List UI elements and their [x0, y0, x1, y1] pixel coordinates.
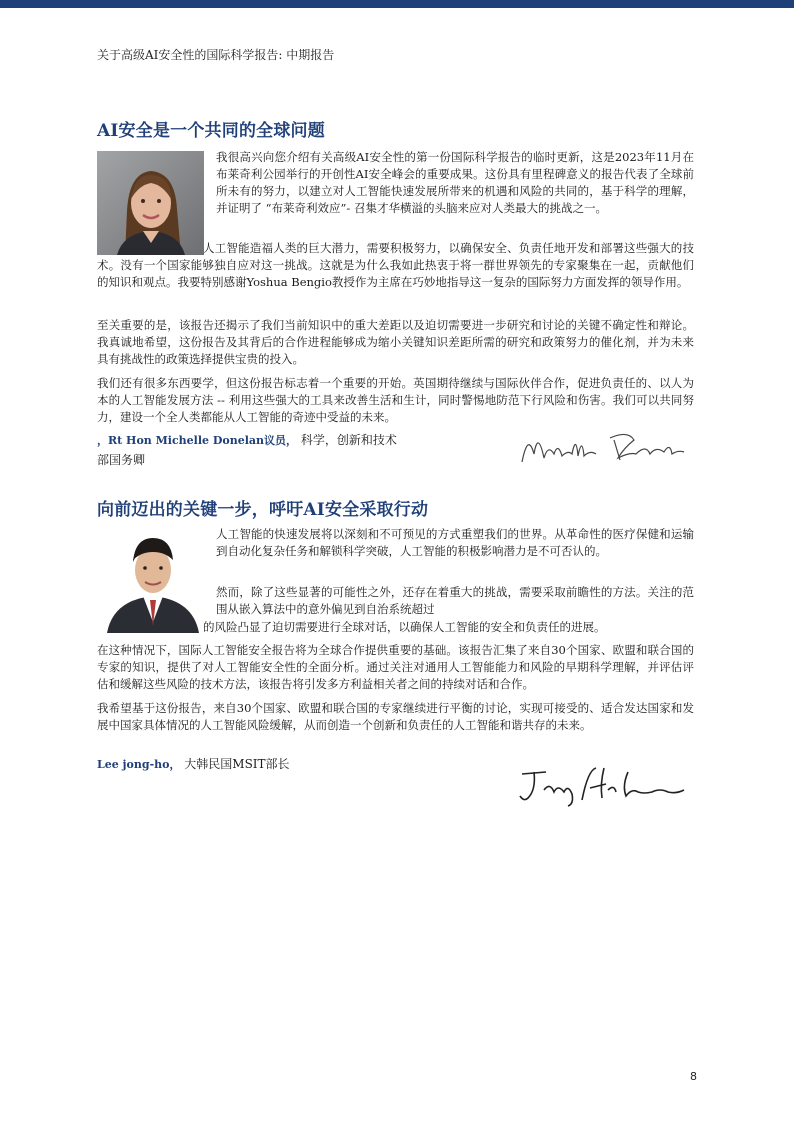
signature-michelle-icon	[518, 424, 688, 472]
paragraph: 我们还有很多东西要学，但这份报告标志着一个重要的开始。英国期待继续与国际伙伴合作，促进负责任的、以人为本的人工智能发展方法 -- 利用这些强大的工具来改善生活和生计，同时警惕地防范下行风险和伤害。我们可以共同努力，建设一个全人类都能从人工智能的奇迹中受益的未来。	[97, 376, 694, 424]
paragraph: 至关重要的是，该报告还揭示了我们当前知识中的重大差距以及迫切需要进一步研究和讨论的关键不确定性和辩论。我真诚地希望，这份报告及其背后的合作进程能够成为缩小关键知识差距所需的研究和政策努力的催化剂，并为未来具有挑战性的政策选择提供宝贵的投入。	[97, 318, 694, 366]
page-number: 8	[690, 1070, 697, 1083]
section-title-global-issue: AI安全是一个共同的全球问题	[97, 121, 325, 141]
signatory-role: 科学，创新和技术	[300, 433, 397, 447]
signature-lee-icon	[518, 764, 688, 812]
signatory-role: 大韩民国MSIT部长	[184, 757, 290, 771]
section-title-call-to-action: 向前迈出的关键一步，呼吁AI安全采取行动	[97, 500, 429, 520]
paragraph: 人工智能的快速发展将以深刻和不可预见的方式重塑我们的世界。从革命性的医疗保健和运输到自动化复杂任务和解锁科学突破，人工智能的积极影响潜力是不可否认的。	[216, 527, 694, 558]
paragraph: 我希望基于这份报告，来自30个国家、欧盟和联合国的专家继续进行平衡的讨论，实现可接受的、适合发达国家和发展中国家具体情况的人工智能风险缓解，从而创造一个创新和负责任的人工智能和谐共存的未来。	[97, 701, 694, 732]
portrait-man-icon	[97, 526, 204, 633]
running-header: 关于高级AI安全性的国际科学报告: 中期报告	[97, 48, 335, 62]
signatory-line	[97, 756, 290, 773]
paragraph: 的风险凸显了迫切需要进行全球对话，以确保人工智能的安全和负责任的进展。	[203, 620, 606, 634]
signatory-name: Lee jong-ho，	[97, 758, 181, 771]
paragraph: 在这种情况下，国际人工智能安全报告将为全球合作提供重要的基础。该报告汇集了来自30个国家、欧盟和联合国的专家的知识，提供了对人工智能安全性的全面分析。通过关注对通用人工智能能力和风险的早期科学理解，并评估评估和缓解这些风险的技术方法，该报告将引发多方利益相关者之间的持续对话和合作。	[97, 643, 694, 691]
top-accent-bar	[0, 0, 794, 8]
paragraph: 我很高兴向您介绍有关高级AI安全性的第一份国际科学报告的临时更新，这是2023年11月在布莱奇利公园举行的开创性AI安全峰会的重要成果。这份具有里程碑意义的报告代表了全球前所未有的努力，以建立对人工智能快速发展所带来的机遇和风险的共同的，基于科学的理解，并证明了 “布莱奇利效应”- 召集才华横溢的头脑来应对人类最大的挑战之一。	[216, 150, 694, 215]
signatory-line	[97, 432, 397, 449]
signatory-name: ，Rt Hon Michelle Donelan议员，	[97, 434, 298, 447]
paragraph: 人工智能造福人类的巨大潜力，需要积极努力，以确保安全、负责任地开发和部署这些强大的技术。没有一个国家能够独自应对这一挑战。这就是为什么我如此热衷于将一群世界领先的专家聚集在一起，贡献他们的知识和观点。我要特别感谢Yoshua Bengio教授作为主席在巧妙地指导这一复杂的国际努力方面发挥的领导作用。	[97, 241, 694, 289]
paragraph: 然而，除了这些显著的可能性之外，还存在着重大的挑战，需要采取前瞻性的方法。关注的范围从嵌入算法中的意外偏见到自治系统超过	[216, 585, 694, 616]
signatory-department: 部国务卿	[97, 453, 146, 467]
